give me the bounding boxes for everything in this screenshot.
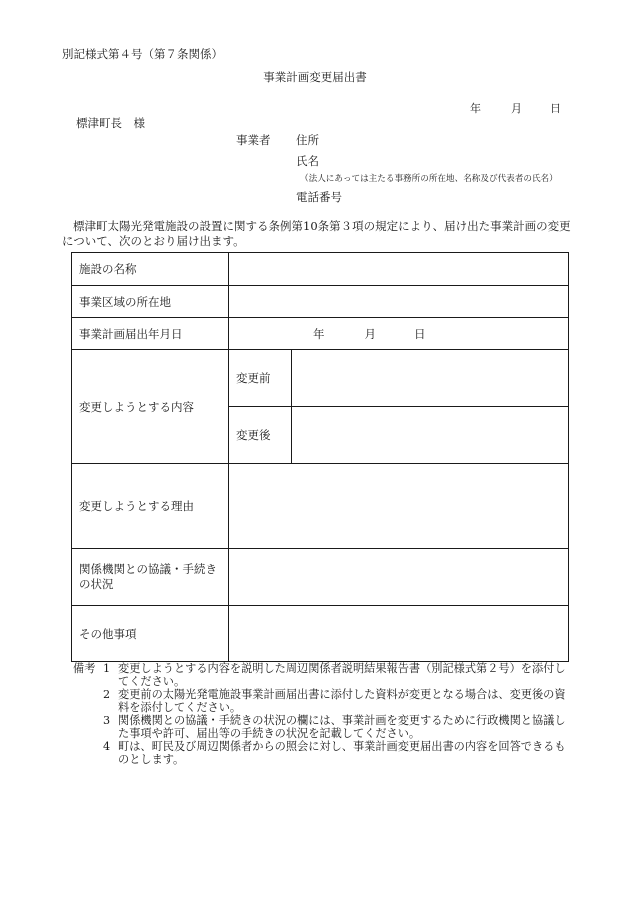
business-area-location-label: 事業区域の所在地 bbox=[72, 286, 229, 318]
table-row bbox=[72, 253, 569, 286]
plan-submission-date-field[interactable] bbox=[229, 318, 569, 350]
note-text: 変更前の太陽光発電施設事業計画届出書に添付した資料が変更となる場合は、変更後の資料を添付してください。 bbox=[118, 688, 566, 714]
list-item bbox=[73, 714, 573, 740]
before-change-field[interactable] bbox=[292, 350, 569, 407]
notes-section bbox=[73, 662, 573, 766]
table-row bbox=[72, 350, 569, 407]
intro-text: 標津町太陽光発電施設の設置に関する条例第10条第３項の規定により、届け出た事業計画の変更について、次のとおり届け出ます。 bbox=[62, 219, 571, 248]
change-content-label: 変更しようとする内容 bbox=[72, 350, 229, 464]
table-row bbox=[72, 286, 569, 318]
telephone-label: 電話番号 bbox=[296, 190, 342, 204]
other-matters-field[interactable] bbox=[229, 606, 569, 662]
corporation-note: （法人にあっては主たる事務所の所在地、名称及び代表者の氏名） bbox=[300, 174, 558, 184]
after-change-label: 変更後 bbox=[229, 407, 292, 464]
note-number: 2 bbox=[103, 688, 111, 701]
consultation-status-label: 関係機関との協議・手続きの状況 bbox=[72, 549, 229, 606]
after-change-field[interactable] bbox=[292, 407, 569, 464]
consultation-status-field[interactable] bbox=[229, 549, 569, 606]
addressee: 標津町長 様 bbox=[76, 116, 145, 130]
note-number: 3 bbox=[103, 714, 111, 727]
facility-name-field[interactable] bbox=[229, 253, 569, 286]
list-item bbox=[73, 740, 573, 766]
note-number: 4 bbox=[103, 740, 111, 753]
date-day-label: 日 bbox=[550, 102, 561, 115]
change-form-table bbox=[71, 252, 569, 662]
notes-heading: 備考 bbox=[73, 662, 96, 675]
form-number: 別記様式第４号（第７条関係） bbox=[62, 47, 223, 61]
submission-date bbox=[470, 100, 561, 116]
change-reason-label: 変更しようとする理由 bbox=[72, 464, 229, 549]
plan-date-month-label: 月 bbox=[364, 326, 376, 341]
other-matters-label: その他事項 bbox=[72, 606, 229, 662]
facility-name-label: 施設の名称 bbox=[72, 253, 229, 286]
date-year-label: 年 bbox=[470, 102, 481, 115]
table-row bbox=[72, 606, 569, 662]
table-row bbox=[72, 318, 569, 350]
plan-date-day-label: 日 bbox=[414, 326, 426, 341]
address-label: 住所 bbox=[296, 133, 319, 147]
plan-date-year-label: 年 bbox=[313, 326, 325, 341]
document-title: 事業計画変更届出書 bbox=[263, 70, 367, 84]
note-text: 関係機関との協議・手続きの状況の欄には、事業計画を変更するために行政機関と協議した事項や許可、届出等の手続きの状況を記載してください。 bbox=[118, 714, 566, 740]
business-operator-label: 事業者 bbox=[236, 133, 271, 147]
note-number: 1 bbox=[103, 662, 111, 675]
table-row bbox=[72, 549, 569, 606]
note-text: 変更しようとする内容を説明した周辺関係者説明結果報告書（別記様式第２号）を添付してください。 bbox=[118, 662, 566, 688]
name-label: 氏名 bbox=[296, 154, 319, 168]
plan-submission-date-label: 事業計画届出年月日 bbox=[72, 318, 229, 350]
list-item bbox=[73, 688, 573, 714]
business-area-location-field[interactable] bbox=[229, 286, 569, 318]
before-change-label: 変更前 bbox=[229, 350, 292, 407]
note-text: 町は、町民及び周辺関係者からの照会に対し、事業計画変更届出書の内容を回答できるものとします。 bbox=[118, 740, 566, 766]
date-month-label: 月 bbox=[511, 102, 522, 115]
change-reason-field[interactable] bbox=[229, 464, 569, 549]
table-row bbox=[72, 464, 569, 549]
list-item bbox=[73, 662, 573, 688]
